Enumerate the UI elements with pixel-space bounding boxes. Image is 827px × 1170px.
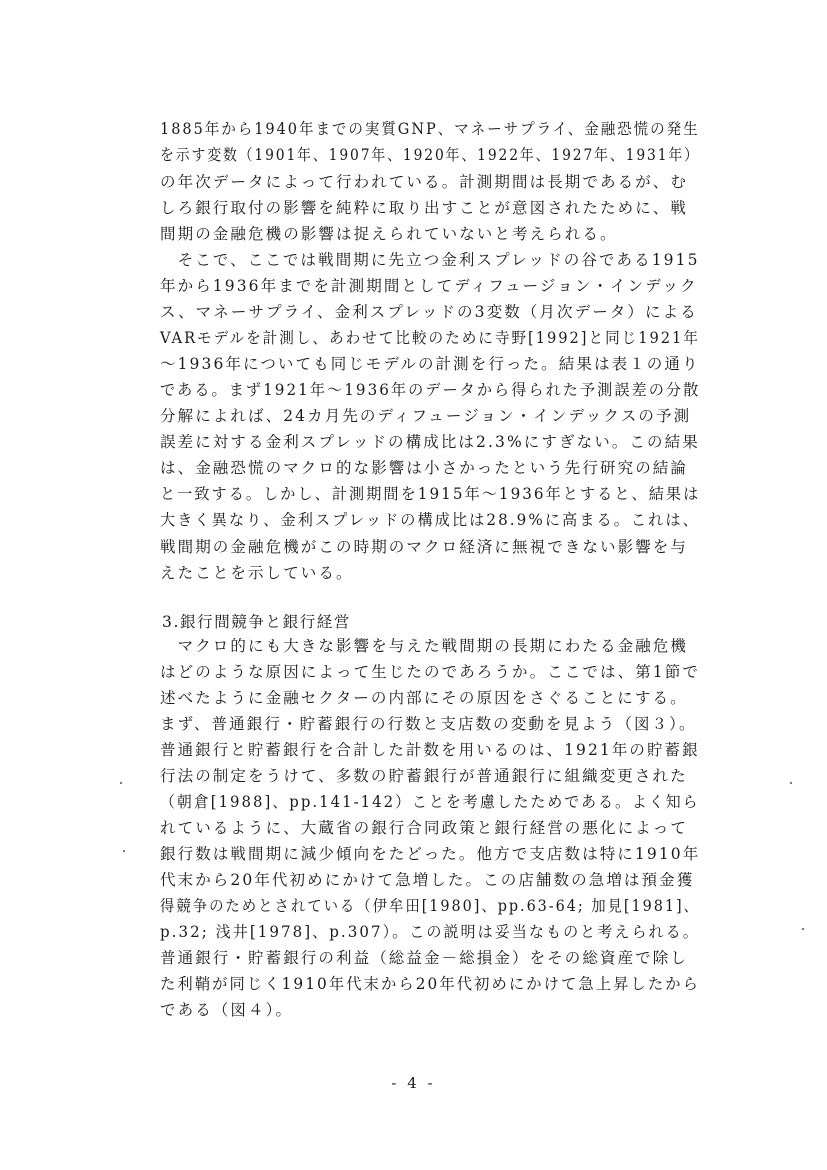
- text-line: VARモデルを計測し、あわせて比較のために寺野[1992]と同じ1921年: [160, 329, 700, 347]
- page-number: - 4 -: [391, 1074, 436, 1092]
- text-line: p.32; 浅井[1978]、p.307）。この説明は妥当なものと考えられる。: [160, 923, 700, 941]
- text-line: 得競争のためとされている（伊牟田[1980]、pp.63-64; 加見[1981]、: [160, 897, 700, 915]
- text-line: と一致する。しかし、計測期間を1915年～1936年とすると、結果は: [160, 485, 701, 503]
- text-line: えたことを示している。: [160, 564, 354, 582]
- text-line: ～1936年についても同じモデルの計測を行った。結果は表１の通り: [160, 355, 700, 373]
- text-line: 年から1936年までを計測期間としてディフュージョン・インデック: [160, 277, 698, 295]
- text-line: は、金融恐慌のマクロ的な影響は小さかったという先行研究の結論: [160, 459, 689, 477]
- text-line: 間期の金融危機の影響は捉えられていないと考えられる。: [160, 225, 618, 243]
- scan-speck: [123, 850, 125, 852]
- text-line: そこで、ここでは戦間期に先立つ金利スプレッドの谷である1915: [160, 251, 700, 269]
- text-line: を示す変数（1901年、1907年、1920年、1922年、1927年、1931年）: [160, 146, 700, 164]
- text-line: 戦間期の金融危機がこの時期のマクロ経済に無視できない影響を与: [160, 538, 689, 556]
- text-line: 代末から20年代初めにかけて急増した。この店舗数の急増は預金獲: [160, 871, 695, 889]
- text-line: 普通銀行・貯蓄銀行の利益（総益金－総損金）をその総資産で除し: [160, 949, 689, 967]
- text-line: 行法の制定をうけて、多数の貯蓄銀行が普通銀行に組織変更された: [160, 767, 688, 785]
- text-line: 普通銀行と貯蓄銀行を合計した計数を用いるのは、1921年の貯蓄銀: [160, 741, 700, 759]
- section-heading: 3.銀行間競争と銀行経営: [162, 613, 351, 631]
- text-line: である。まず1921年～1936年のデータから得られた予測誤差の分散: [160, 381, 701, 399]
- scan-speck: [790, 782, 792, 784]
- text-line: （朝倉[1988]、pp.141-142）ことを考慮したためである。よく知ら: [160, 793, 700, 811]
- text-line: である（図４）。: [160, 1001, 294, 1019]
- text-line: の年次データによって行われている。計測期間は長期であるが、む: [160, 173, 689, 191]
- text-line: 誤差に対する金利スプレッドの構成比は2.3%にすぎない。この結果: [160, 433, 700, 451]
- text-line: マクロ的にも大きな影響を与えた戦間期の長期にわたる金融危機: [160, 637, 689, 655]
- text-line: 分解によれば、24カ月先のディフュージョン・インデックスの予測: [160, 407, 692, 425]
- text-line: 大きく異なり、金利スプレッドの構成比は28.9%に高まる。これは、: [160, 511, 700, 529]
- text-line: 銀行数は戦間期に減少傾向をたどった。他方で支店数は特に1910年: [160, 845, 701, 863]
- text-line: た利鞘が同じく1910年代末から20年代初めにかけて急上昇したから: [160, 975, 700, 993]
- text-line: 1885年から1940年までの実質GNP、マネーサプライ、金融恐慌の発生: [160, 120, 700, 138]
- text-line: まず、普通銀行・貯蓄銀行の行数と支店数の変動を見よう（図３）。: [160, 715, 697, 733]
- text-line: れているように、大蔵省の銀行合同政策と銀行経営の悪化によって: [160, 819, 689, 837]
- text-line: しろ銀行取付の影響を純粋に取り出すことが意図されたために、戦: [160, 199, 689, 217]
- text-line: ス、マネーサプライ、金利スプレッドの3変数（月次データ）による: [160, 303, 698, 321]
- scan-speck: [120, 782, 122, 784]
- text-line: 述べたように金融セクターの内部にその原因をさぐることにする。: [160, 689, 688, 707]
- scan-speck: [802, 928, 804, 930]
- text-line: はどのような原因によって生じたのであろうか。ここでは、第1節で: [160, 663, 700, 681]
